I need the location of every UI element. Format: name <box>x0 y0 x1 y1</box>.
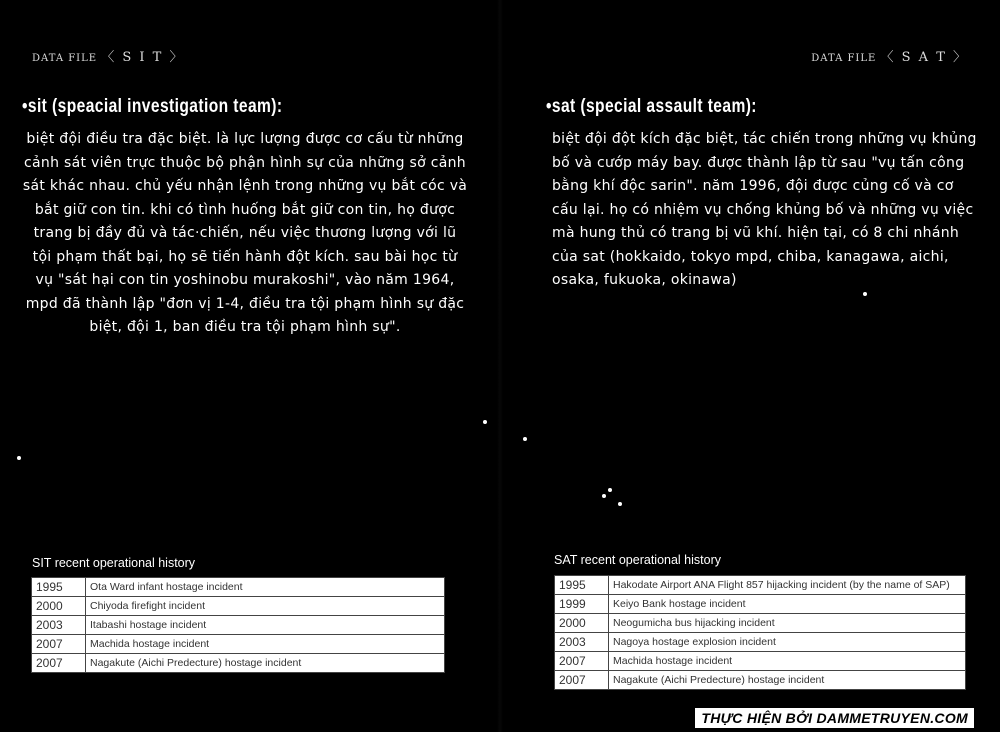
history-year: 2000 <box>32 597 86 616</box>
history-event: Keiyo Bank hostage incident <box>609 595 966 614</box>
history-event: Nagakute (Aichi Predecture) hostage incident <box>86 654 445 673</box>
table-row <box>555 671 966 690</box>
sit-description: biệt đội điều tra đặc biệt. là lực lượng được cơ cấu từ những cảnh sát viên trực thuộc bộ phận hình sự của những sở cảnh sát khác nhau. chủ yếu nhận lệnh trong những vụ bắt cóc và bắt giữ con tin. khi có tình huống bắt giữ con tin, họ được trang bị đầy đủ và tác·chiến, nếu việc thương lượng với lũ tội phạm thất bại, họ sẽ tiến hành đột kích. sau bài học từ vụ "sát hại con tin yoshinobu murakoshi", vào năm 1964, mpd đã thành lập "đơn vị 1-4, điều tra tội phạm hình sự đặc biệt, đội 1, ban điều tra tội phạm hình sự". <box>22 131 468 335</box>
table-row <box>555 652 966 671</box>
table-row <box>555 614 966 633</box>
history-year: 2003 <box>32 616 86 635</box>
sparkle-dot <box>608 488 612 492</box>
sit-history-table <box>31 577 445 673</box>
history-year: 1995 <box>32 578 86 597</box>
history-event: Neogumicha bus hijacking incident <box>609 614 966 633</box>
sparkle-dot <box>523 437 527 441</box>
header-prefix: DATA FILE <box>811 53 877 64</box>
header-code: 〈 S A T 〉 <box>880 50 968 65</box>
history-year: 2007 <box>32 654 86 673</box>
history-year: 2007 <box>32 635 86 654</box>
history-event: Nagoya hostage explosion incident <box>609 633 966 652</box>
history-year: 2007 <box>555 652 609 671</box>
sat-history-title: SAT recent operational history <box>554 553 721 567</box>
table-row <box>555 633 966 652</box>
history-year: 2007 <box>555 671 609 690</box>
history-event: Hakodate Airport ANA Flight 857 hijacking incident (by the name of SAP) <box>609 576 966 595</box>
history-event: Chiyoda firefight incident <box>86 597 445 616</box>
sparkle-dot <box>602 494 606 498</box>
sat-description: biệt đội đột kích đặc biệt, tác chiến trong những vụ khủng bố và cướp máy bay. được thành lập từ sau "vụ tấn công bằng khí độc sarin". năm 1996, đội được củng cố và cơ cấu lại. họ có nhiệm vụ chống khủng bố và những vụ việc mà hung thủ có trang bị vũ khí. hiện tại, có 8 chi nhánh của sat (hokkaido, tokyo mpd, chiba, kanagawa, aichi, osaka, fukuoka, okinawa) <box>552 131 977 288</box>
watermark-credit: THỰC HIỆN BỞI DAMMETRUYEN.COM <box>695 708 974 728</box>
history-year: 1995 <box>555 576 609 595</box>
table-row <box>32 578 445 597</box>
history-event: Machida hostage incident <box>609 652 966 671</box>
sparkle-dot <box>618 502 622 506</box>
history-event: Itabashi hostage incident <box>86 616 445 635</box>
sat-heading: •sat (special assault team): <box>546 96 757 117</box>
sat-data-file-header <box>811 46 968 65</box>
history-year: 2003 <box>555 633 609 652</box>
sit-history-title: SIT recent operational history <box>32 556 196 570</box>
sit-data-file-header <box>32 46 184 65</box>
sparkle-dot <box>483 420 487 424</box>
history-event: Machida hostage incident <box>86 635 445 654</box>
header-prefix: DATA FILE <box>32 53 98 64</box>
history-event: Ota Ward infant hostage incident <box>86 578 445 597</box>
table-row <box>32 654 445 673</box>
table-row <box>32 597 445 616</box>
sit-heading: •sit (speacial investigation team): <box>22 96 283 117</box>
history-year: 2000 <box>555 614 609 633</box>
history-event: Nagakute (Aichi Predecture) hostage incident <box>609 671 966 690</box>
right-page <box>500 0 1000 732</box>
sparkle-dot <box>863 292 867 296</box>
table-row <box>32 635 445 654</box>
history-year: 1999 <box>555 595 609 614</box>
sat-history-table <box>554 575 966 690</box>
table-row <box>32 616 445 635</box>
sparkle-dot <box>17 456 21 460</box>
table-row <box>555 595 966 614</box>
header-code: 〈 S I T 〉 <box>101 50 185 65</box>
table-row <box>555 576 966 595</box>
